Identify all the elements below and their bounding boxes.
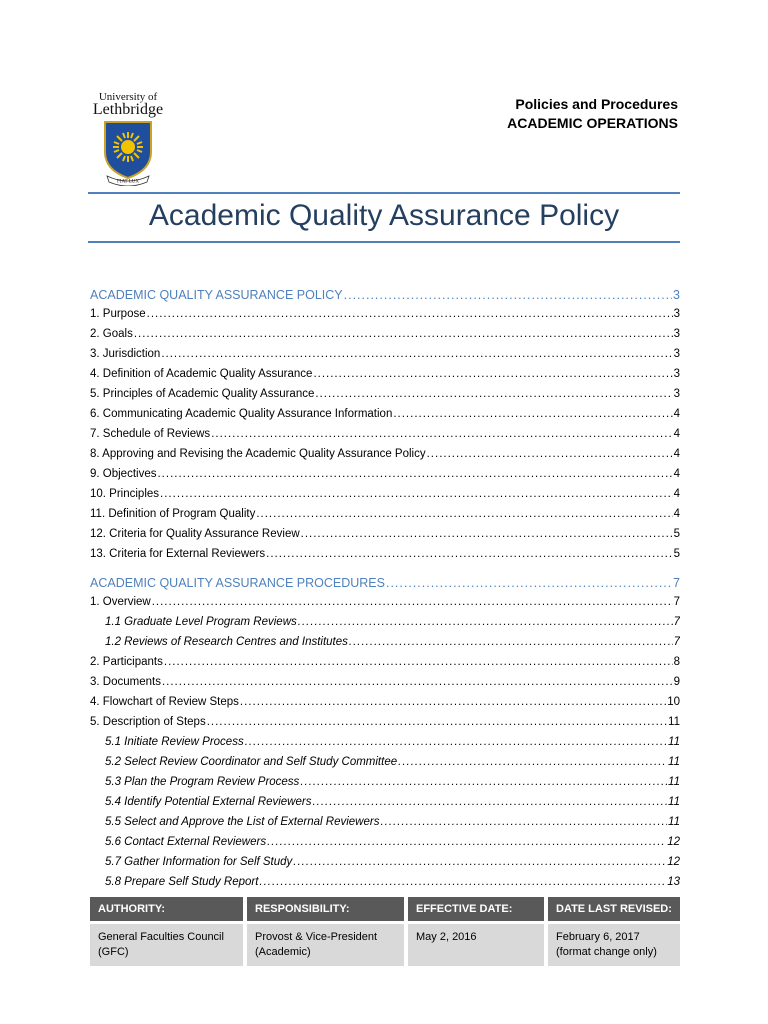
toc-entry[interactable] xyxy=(90,328,680,348)
logo-motto: FIAT LUX xyxy=(117,179,139,185)
toc-leader xyxy=(301,528,673,540)
toc-leader xyxy=(211,428,672,440)
toc-entry[interactable] xyxy=(90,876,680,896)
toc-leader xyxy=(267,836,666,848)
toc-leader xyxy=(162,676,673,688)
toc-entry[interactable] xyxy=(90,408,680,428)
toc-entry-label: 2. Goals xyxy=(90,328,133,340)
crest-icon xyxy=(101,120,155,186)
page-title: Academic Quality Assurance Policy xyxy=(148,199,620,232)
toc-page: 3 xyxy=(673,328,680,340)
toc-page: 4 xyxy=(673,408,680,420)
toc-leader xyxy=(312,796,667,808)
toc-page: 4 xyxy=(673,448,680,460)
toc-page: 11 xyxy=(668,716,680,728)
toc-leader xyxy=(398,756,667,768)
toc-entry[interactable] xyxy=(90,388,680,408)
toc-heading-label: ACADEMIC QUALITY ASSURANCE PROCEDURES xyxy=(90,576,385,590)
toc-leader xyxy=(344,288,672,302)
toc-page: 4 xyxy=(673,488,680,500)
toc-entry[interactable] xyxy=(90,816,680,836)
policy-info-table xyxy=(90,897,680,966)
toc-entry-label: 5.3 Plan the Program Review Process xyxy=(105,776,300,788)
toc-page: 7 xyxy=(673,596,680,608)
toc-leader xyxy=(298,616,673,628)
toc-page: 11 xyxy=(668,796,680,808)
toc-page: 10 xyxy=(667,696,680,708)
header-department: ACADEMIC OPERATIONS xyxy=(507,115,678,131)
toc-page: 13 xyxy=(667,876,680,888)
toc-leader xyxy=(157,468,672,480)
toc-page: 11 xyxy=(668,776,680,788)
toc-page: 8 xyxy=(673,656,680,668)
toc-entry[interactable] xyxy=(90,676,680,696)
toc-entry[interactable] xyxy=(90,488,680,508)
toc-entry-label: 1.2 Reviews of Research Centres and Institutes xyxy=(105,636,348,648)
table-of-contents xyxy=(90,288,680,896)
toc-leader xyxy=(160,488,673,500)
toc-entry[interactable] xyxy=(90,856,680,876)
toc-policy-list xyxy=(90,308,680,568)
toc-entry[interactable] xyxy=(90,448,680,468)
toc-page: 9 xyxy=(673,676,680,688)
toc-entry[interactable] xyxy=(90,596,680,616)
toc-leader xyxy=(207,716,667,728)
toc-leader xyxy=(427,448,673,460)
toc-page: 11 xyxy=(668,736,680,748)
cell-line: May 2, 2016 xyxy=(416,931,477,943)
toc-heading-policy[interactable] xyxy=(90,288,680,308)
toc-entry-label: 5.1 Initiate Review Process xyxy=(105,736,244,748)
toc-entry[interactable] xyxy=(90,716,680,736)
document-header xyxy=(507,95,678,133)
toc-entry-label: 8. Approving and Revising the Academic Quality Assurance Policy xyxy=(90,448,426,460)
toc-leader xyxy=(147,308,673,320)
toc-entry-label: 3. Jurisdiction xyxy=(90,348,161,360)
toc-entry[interactable] xyxy=(90,548,680,568)
toc-entry[interactable] xyxy=(90,656,680,676)
toc-page: 12 xyxy=(667,836,680,848)
toc-page: 3 xyxy=(673,368,680,380)
toc-entry[interactable] xyxy=(90,756,680,776)
table-cell-responsibility xyxy=(247,924,404,966)
toc-leader xyxy=(293,856,666,868)
toc-leader xyxy=(164,656,673,668)
table-cell-effective-date xyxy=(408,924,544,966)
toc-page: 3 xyxy=(673,388,680,400)
logo-line2: Lethbridge xyxy=(92,101,164,118)
toc-entry[interactable] xyxy=(90,308,680,328)
toc-leader xyxy=(300,776,667,788)
cell-line: Provost & Vice-President xyxy=(255,931,378,943)
toc-entry-label: 5.4 Identify Potential External Reviewers xyxy=(105,796,312,808)
toc-entry-label: 9. Objectives xyxy=(90,468,157,480)
toc-leader xyxy=(245,736,667,748)
toc-leader xyxy=(152,596,673,608)
toc-leader xyxy=(266,548,672,560)
toc-leader xyxy=(256,508,672,520)
toc-entry[interactable] xyxy=(90,696,680,716)
toc-entry-label: 5. Principles of Academic Quality Assurance xyxy=(90,388,315,400)
toc-entry-label: 1.1 Graduate Level Program Reviews xyxy=(105,616,297,628)
toc-leader xyxy=(380,816,667,828)
toc-entry[interactable] xyxy=(90,836,680,856)
toc-page: 12 xyxy=(667,856,680,868)
toc-leader xyxy=(259,876,666,888)
toc-page: 3 xyxy=(673,308,680,320)
table-cell-last-revised xyxy=(548,924,680,966)
toc-leader xyxy=(134,328,673,340)
toc-entry[interactable] xyxy=(90,508,680,528)
logo-line1: University of xyxy=(98,91,158,103)
toc-entry-label: 13. Criteria for External Reviewers xyxy=(90,548,266,560)
table-header-effective-date: EFFECTIVE DATE: xyxy=(408,897,544,921)
toc-entry[interactable] xyxy=(90,348,680,368)
toc-page: 5 xyxy=(673,528,680,540)
title-bottom-rule xyxy=(88,241,680,243)
toc-page: 7 xyxy=(673,576,680,590)
toc-entry-label: 4. Definition of Academic Quality Assurance xyxy=(90,368,313,380)
cell-line: (Academic) xyxy=(255,946,311,958)
table-cell-authority xyxy=(90,924,243,966)
cell-line: (GFC) xyxy=(98,946,129,958)
cell-line: February 6, 2017 xyxy=(556,931,640,943)
table-header-responsibility: RESPONSIBILITY: xyxy=(247,897,404,921)
toc-leader xyxy=(393,408,672,420)
toc-leader xyxy=(313,368,672,380)
toc-leader xyxy=(315,388,672,400)
toc-entry-label: 6. Communicating Academic Quality Assurance Information xyxy=(90,408,393,420)
toc-entry-label: 10. Principles xyxy=(90,488,160,500)
cell-line: General Faculties Council xyxy=(98,931,224,943)
toc-page: 4 xyxy=(673,468,680,480)
toc-entry-label: 11. Definition of Program Quality xyxy=(90,508,256,520)
toc-entry[interactable] xyxy=(90,636,680,656)
toc-page: 11 xyxy=(668,756,680,768)
toc-entry[interactable] xyxy=(90,428,680,448)
title-top-rule xyxy=(88,192,680,194)
toc-leader xyxy=(386,576,672,590)
toc-page: 5 xyxy=(673,548,680,560)
toc-entry-label: 5.6 Contact External Reviewers xyxy=(105,836,267,848)
toc-leader xyxy=(349,636,673,648)
toc-entry-label: 1. Purpose xyxy=(90,308,146,320)
toc-leader xyxy=(161,348,672,360)
university-logo xyxy=(92,92,164,188)
toc-entry[interactable] xyxy=(90,736,680,756)
table-header-authority: AUTHORITY: xyxy=(90,897,243,921)
toc-entry-label: 5.8 Prepare Self Study Report xyxy=(105,876,259,888)
toc-entry[interactable] xyxy=(90,796,680,816)
table-header-last-revised: DATE LAST REVISED: xyxy=(548,897,680,921)
toc-heading-label: ACADEMIC QUALITY ASSURANCE POLICY xyxy=(90,288,343,302)
toc-page: 7 xyxy=(673,636,680,648)
toc-entry[interactable] xyxy=(90,468,680,488)
cell-line: (format change only) xyxy=(556,946,657,958)
toc-page: 7 xyxy=(673,616,680,628)
header-policies: Policies and Procedures xyxy=(515,96,678,112)
toc-page: 3 xyxy=(673,348,680,360)
toc-entry-label: 3. Documents xyxy=(90,676,161,688)
toc-page: 3 xyxy=(673,288,680,302)
toc-heading-procedures[interactable] xyxy=(90,576,680,596)
toc-entry-label: 5.2 Select Review Coordinator and Self Study Committee xyxy=(105,756,398,768)
toc-entry-label: 12. Criteria for Quality Assurance Review xyxy=(90,528,300,540)
toc-entry-label: 5.7 Gather Information for Self Study xyxy=(105,856,293,868)
toc-entry-label: 5.5 Select and Approve the List of External Reviewers xyxy=(105,816,380,828)
toc-entry-label: 7. Schedule of Reviews xyxy=(90,428,211,440)
toc-page: 4 xyxy=(673,428,680,440)
toc-leader xyxy=(240,696,666,708)
toc-entry-label: 1. Overview xyxy=(90,596,151,608)
toc-page: 4 xyxy=(673,508,680,520)
toc-entry[interactable] xyxy=(90,528,680,548)
toc-page: 11 xyxy=(668,816,680,828)
toc-entry-label: 2. Participants xyxy=(90,656,163,668)
toc-entry[interactable] xyxy=(90,616,680,636)
toc-procedure-list xyxy=(90,596,680,896)
toc-entry[interactable] xyxy=(90,776,680,796)
toc-entry[interactable] xyxy=(90,368,680,388)
toc-entry-label: 4. Flowchart of Review Steps xyxy=(90,696,239,708)
toc-entry-label: 5. Description of Steps xyxy=(90,716,206,728)
